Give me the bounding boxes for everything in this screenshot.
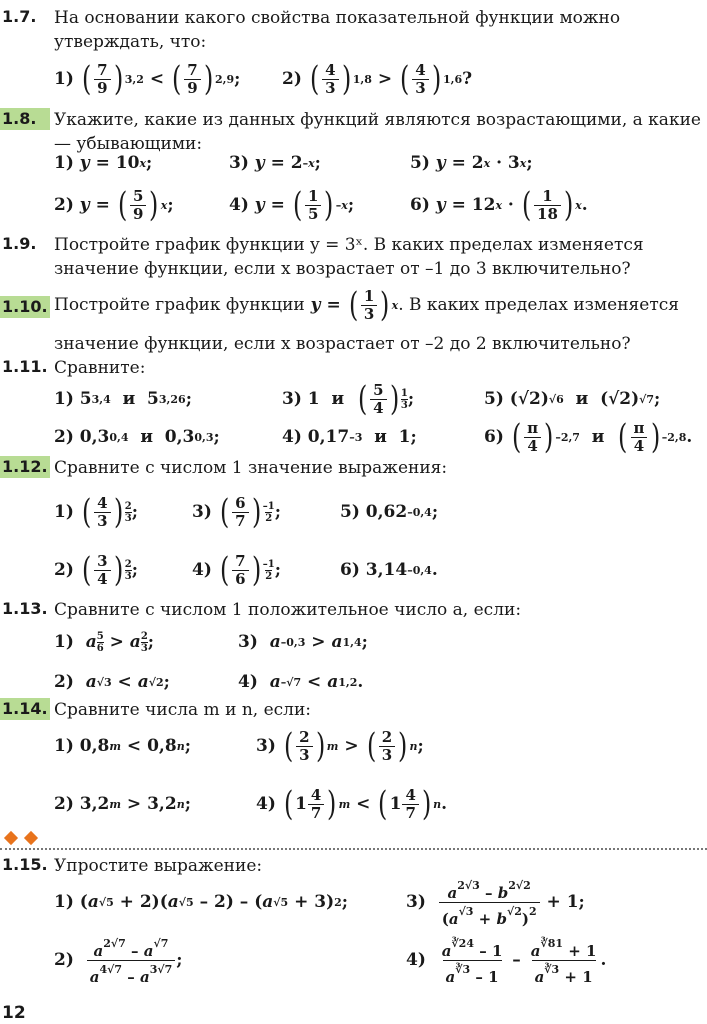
problem-text-line-2: значение функции, если x возрастает от –2 до 2 включительно?: [54, 334, 631, 354]
item-2: 2) 0,3 0,4 и 0,3 0,3 ;: [54, 427, 220, 447]
item-4: 4) 0,17 –3 и 1;: [282, 427, 417, 447]
page-number: 12: [2, 1003, 26, 1023]
item-6: 6) ( π 4 ) –2,7 и ( π 4 ) –2,8 .: [484, 417, 693, 457]
item-1: 1) 5 3,4 и 5 3,26 ;: [54, 389, 192, 409]
item-3: 3) ( 2 3 ) m > ( 2 3 ) n ;: [256, 726, 424, 766]
item-6: 6) 3,14 –0,4 .: [340, 560, 438, 580]
item-4: 4) ( 1 4 7 ) m < ( 1 4 7 ) n .: [256, 784, 448, 824]
problem-text: Сравните:: [54, 358, 146, 378]
item-2: 2) ( 3 4 ) 2 3 ;: [54, 550, 139, 590]
problem-text: Упростите выражение:: [54, 856, 263, 876]
diamond-icon: [4, 831, 18, 845]
problem-number: 1.14.: [0, 698, 50, 720]
problem-text-b: . В каких пределах изменяется: [398, 295, 679, 315]
item-5: 5) 0,62 –0,4 ;: [340, 502, 439, 522]
item-3: 3) a –0,3 > a 1,4 ;: [238, 632, 368, 652]
item-4: 4) ( 7 6 ) –1 2 ;: [192, 550, 282, 590]
item-5: 5) y = 2 x · 3 x ;: [410, 153, 533, 173]
problem-number: 1.8.: [0, 108, 50, 130]
problem-number: 1.15.: [2, 855, 48, 874]
item-1: 1) a 5 6 > a 2 3 ;: [54, 630, 155, 654]
problem-text-line-1: Постройте график функции y = ( 1 3 ) x . В каких пределах изменяется: [54, 285, 679, 325]
section-divider: [0, 848, 707, 850]
problem-text: Укажите, какие из данных функций являются возрастающими, а какие — убывающими:: [54, 110, 701, 154]
item-2: 2) a √3 < a √2 ;: [54, 672, 170, 692]
item-3: 3) ( 6 7 ) –1 2 ;: [192, 492, 282, 532]
problem-number: 1.7.: [2, 7, 37, 26]
problem-text-a: Постройте график функции: [54, 295, 305, 315]
problem-text: Сравните числа m и n, если:: [54, 700, 312, 720]
item-2: 2) 3,2 m > 3,2 n ;: [54, 794, 191, 814]
item-4: 4) y = ( 1 5 ) –x ;: [229, 185, 355, 225]
diamond-icon: [24, 831, 38, 845]
item-5: 5) (√2) √6 и (√2) √7 ;: [484, 389, 661, 409]
item-3: 3) 1 и ( 5 4 ) 1 3 ;: [282, 379, 415, 419]
problem-text: Сравните с числом 1 значение выражения:: [54, 458, 448, 478]
item-1: 1) ( 4 3 ) 2 3 ;: [54, 492, 139, 532]
item-2: 2) $a^{2√7} - a^{√7}$ $a^{4√7} - a^{3√7}$ ;: [54, 936, 183, 986]
item-4: 4) a –√7 < a 1,2 .: [238, 672, 364, 692]
item-1: 1) 0,8 m < 0,8 n ;: [54, 736, 191, 756]
problem-text: Постройте график функции y = 3ˣ. В каких пределах изменяется значение функции, если x возрастает от –1 до 3 включительно?: [54, 235, 644, 279]
problem-text: Сравните с числом 1 положительное число a, если:: [54, 600, 522, 620]
item-1: 1) y = 10 x ;: [54, 153, 153, 173]
item-2: 2) y = ( 5 9 ) x ;: [54, 185, 174, 225]
problem-number: 1.9.: [2, 234, 37, 253]
problem-number: 1.13.: [2, 599, 48, 618]
item-2: 2) ( 4 3 ) 1,8 > ( 4 3 ) 1,6 ?: [282, 59, 473, 99]
item-1: 1) ( a √5 + 2)( a √5 – 2) – ( a √5 + 3) 2 ;: [54, 892, 349, 912]
problem-text: На основании какого свойства показательной функции можно утверждать, что:: [54, 8, 621, 52]
problem-number: 1.10.: [0, 296, 50, 318]
item-3: 3) y = 2 –x ;: [229, 153, 321, 173]
item-6: 6) y = 12 x · ( 1 18 ) x .: [410, 185, 588, 225]
problem-number: 1.11.: [2, 357, 48, 376]
item-4: 4) $a^{∛24} - 1$ $a^{∛3} - 1$ – $a^{∛81} + 1$ $a^{∛3} + 1$ .: [406, 936, 607, 986]
difficulty-diamonds: [4, 831, 64, 845]
item-1: 1) ( 7 9 ) 3,2 < ( 7 9 ) 2,9 ;: [54, 59, 241, 99]
item-3: 3) $a^{2√3} - b^{2√2}$ $(a^{√3} + b^{√2})^2$ + 1;: [406, 878, 585, 928]
problem-number: 1.12.: [0, 456, 50, 478]
